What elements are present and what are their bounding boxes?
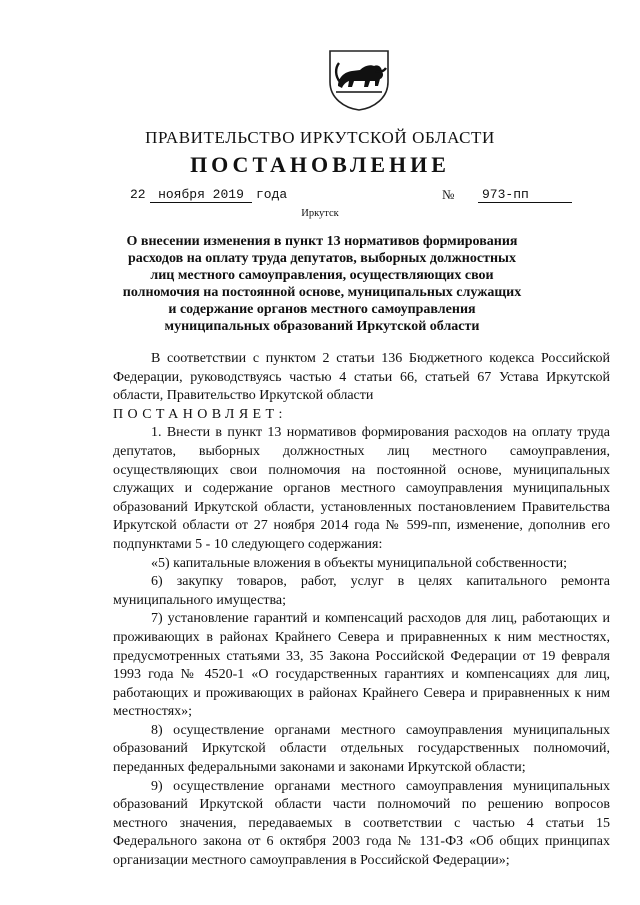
date-number-row — [130, 187, 570, 207]
date-month: ноября 2019 — [150, 187, 252, 203]
government-name: ПРАВИТЕЛЬСТВО ИРКУТСКОЙ ОБЛАСТИ — [145, 128, 495, 147]
city: Иркутск — [301, 208, 339, 219]
document-body — [113, 350, 610, 871]
document-number: 973-пп — [478, 187, 572, 203]
subitem-6: 6) закупку товаров, работ, услуг в целях капитального ремонта муниципального имущества; — [113, 574, 610, 608]
number-label: № — [442, 187, 455, 202]
subitem-8: 8) осуществление органами местного самоуправления муниципальных образований Иркутской области отдельных государственных полномочий, переданных федеральными законами и законами Иркутской области; — [113, 722, 610, 776]
document-type: ПОСТАНОВЛЕНИЕ — [190, 152, 450, 177]
coat-of-arms-icon — [326, 48, 392, 112]
subitem-7: 7) установление гарантий и компенсаций расходов для лиц, работающих и проживающих в районах Крайнего Севера и приравненных к ним местностях, предусмотренных статьями 33, 35 Закона Российской Федерации от 19 февраля 1993 года № 4520-1 «О государственных гарантиях и компенсациях для лиц, работающих и проживающих в районах Крайнего Севера и приравненных к ним местностях»; — [113, 611, 610, 720]
paragraph-1: 1. Внести в пункт 13 нормативов формирования расходов на оплату труда депутатов, выборных должностных лиц местного самоуправления, осуществляющих свои полномочия на постоянной основе, муниципальных служащих и содержание органов местного самоуправления муниципальных образований Иркутской области, установленных постановлением Правительства Иркутской области от 27 ноября 2014 года № 599-пп, изменение, дополнив его подпунктами 5 - 10 следующего содержания: — [113, 425, 610, 552]
date-year: года — [256, 187, 288, 202]
decrees-heading: ПОСТАНОВЛЯЕТ: — [113, 406, 287, 422]
date-day: 22 — [130, 187, 146, 202]
subitem-9: 9) осуществление органами местного самоуправления муниципальных образований Иркутской области части полномочий по решению вопросов местного значения, передаваемых в соответствии с частью 4 статьи 15 Федерального закона от 6 октября 2003 года № 131-ФЗ «Об общих принципах организации местного самоуправления в Российской Федерации»; — [113, 778, 610, 869]
subitem-5: «5) капитальные вложения в объекты муниципальной собственности; — [151, 555, 568, 571]
preamble: В соответствии с пунктом 2 статьи 136 Бюджетного кодекса Российской Федерации, руководствуясь частью 4 статьи 66, статьей 67 Устава Иркутской области, Правительство Иркутской области — [113, 351, 610, 404]
document-title: О внесении изменения в пункт 13 нормативов формирования расходов на оплату труда депутатов, выборных должностных лиц местного самоуправления, осуществляющих свои полномочия на постоянной основе, муниципальных служащих и содержание органов местного самоуправления муниципальных образований Иркутской области — [122, 234, 522, 334]
